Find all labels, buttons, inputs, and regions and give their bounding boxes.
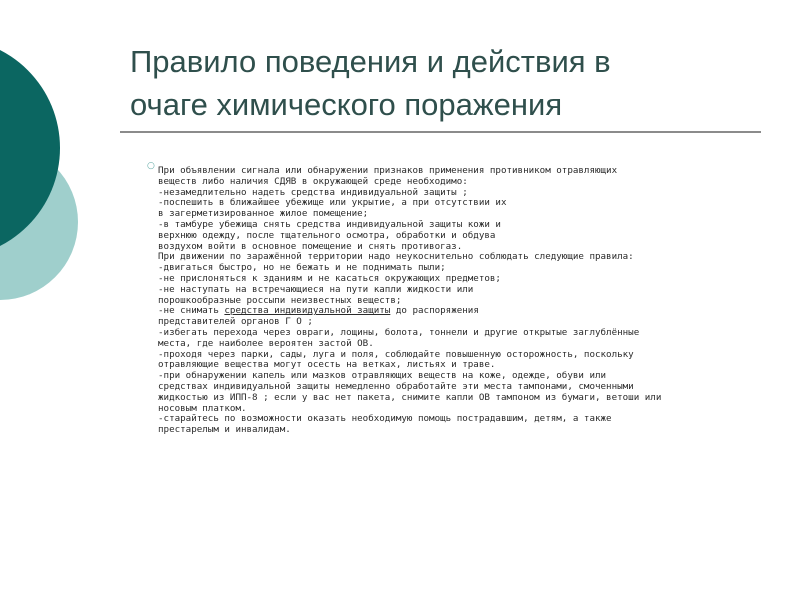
body-line: -не наступать на встречающиеся на пути капли жидкости или: [158, 283, 474, 295]
body-line: -двигаться быстро, но не бежать и не поднимать пыли;: [158, 262, 446, 274]
body-line: -не прислоняться к зданиям и не касаться окружающих предметов;: [158, 272, 501, 284]
body-line: средствах индивидуальной защиты немедленно обработайте эти места тампонами, смоченными: [158, 380, 634, 392]
body-line: носовым платком.: [158, 402, 247, 414]
body-line: отравляющие вещества могут осесть на ветках, листьях и траве.: [158, 359, 496, 371]
body-line: -незамедлительно надеть средства индивидуальной защиты ;: [158, 186, 468, 198]
body-line: представителей органов Г О ;: [158, 316, 313, 328]
slide-title: [130, 40, 770, 126]
body-line: в загерметизированное жилое помещение;: [158, 208, 369, 220]
ppe-line-suffix: до распоряжения: [390, 305, 479, 317]
body-line: При движении по заражённой территории надо неукоснительно соблюдать следующие правила:: [158, 251, 634, 263]
ppe-line-prefix: -не снимать: [158, 305, 225, 317]
body-line: веществ либо наличия СДЯВ в окружающей среде необходимо:: [158, 175, 468, 187]
slide-title-line-2: очаге химического поражения: [130, 87, 563, 122]
title-divider: [120, 131, 761, 133]
body-line: воздухом войти в основное помещение и снять противогаз.: [158, 240, 463, 252]
body-line: -в тамбуре убежища снять средства индивидуальной защиты кожи и: [158, 218, 501, 230]
body-line: престарелым и инвалидам.: [158, 424, 291, 436]
slide-body-text: [158, 166, 758, 436]
ppe-link[interactable]: средства индивидуальной защиты: [224, 305, 391, 317]
body-line: верхнюю одежду, после тщательного осмотра, обработки и обдува: [158, 229, 496, 241]
body-line: При объявлении сигнала или обнаружении признаков применения противником отравляющих: [158, 165, 618, 176]
body-line: -избегать перехода через овраги, лощины, болота, тоннели и другие открытые заглублённые: [158, 326, 640, 338]
body-line: -старайтесь по возможности оказать необходимую помощь пострадавшим, детям, а также: [158, 413, 612, 425]
body-line: места, где наиболее вероятен застой ОВ.: [158, 337, 374, 349]
light-teal-circle: [0, 144, 78, 300]
slide-title-line-1: Правило поведения и действия в: [130, 44, 611, 79]
body-line: -проходя через парки, сады, луга и поля, соблюдайте повышенную осторожность, поскольку: [158, 348, 634, 360]
bullet-circle-icon: ○: [147, 161, 155, 171]
body-line: порошкообразные россыпи неизвестных веществ;: [158, 294, 402, 306]
body-line: -поспешить в ближайшее убежище или укрытие, а при отсутствии их: [158, 197, 507, 209]
body-line: жидкостью из ИПП-8 ; если у вас нет пакета, снимите капли ОВ тампоном из бумаги, ветоши или: [158, 391, 662, 403]
body-line: -при обнаружении капель или мазков отравляющих веществ на коже, одежде, обуви или: [158, 370, 607, 382]
dark-teal-circle: [0, 38, 60, 258]
